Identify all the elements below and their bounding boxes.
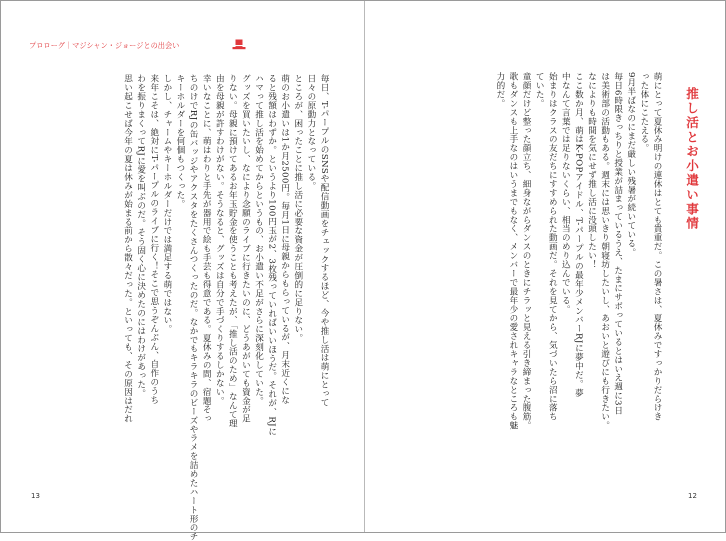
page-number-left: 13 bbox=[31, 492, 40, 500]
text-line: 由を母親が許すわけがない。そうなると、グッズは自分で手づくりするしかない。 bbox=[214, 74, 225, 406]
text-line: キーホルダーを何個もつくった。 bbox=[174, 74, 185, 209]
text-line: 毎日6時限きっちりと授業が詰まっているうえ、たまにサボっているとはいえ週に3日 bbox=[612, 72, 623, 415]
page-gutter bbox=[364, 1, 365, 532]
text-line: しかし、チャームやキーホルダーだけでは満足する萌ではない。 bbox=[161, 74, 172, 334]
text-line: 日々の原動力となっている。 bbox=[305, 74, 316, 191]
text-line: 力的だ。 bbox=[494, 72, 505, 108]
text-line: ていた。 bbox=[534, 72, 545, 108]
text-line: ちのけでRJの缶バッジやアクスタをたくさんつくったのだ。なかでもキラキラのビーズやラメを詰めたハート形のチ bbox=[188, 74, 199, 541]
text-line: 来年こそは、絶対にT-パープルのライブに行く！そこで思うぞんぶん、自作のうち bbox=[148, 74, 159, 405]
text-line: 始まりはクラスの友だちにすすめられた動画だ。それを見てから、気づいたら沼に落ち bbox=[547, 72, 558, 422]
text-line: りない。母親に預けてあるお年玉貯金を使うことも考えたが、「推し活のため」なんて理 bbox=[227, 74, 238, 428]
section-title: 推し活とお小遣い事情 bbox=[684, 87, 699, 231]
text-line: ここ数か月、萌はK-POPアイドル、T-パープルの最年少メンバーRJに夢中だ。夢 bbox=[573, 72, 584, 398]
text-line: 歌もダンスも上手なのはいうまでもなく、メンバーで最年少の愛されキャラなところも魅 bbox=[507, 72, 518, 430]
text-line: ところが、困ったことに推し活に必要な資金が圧倒的に足りない。 bbox=[292, 74, 303, 343]
text-line: 中なんて言葉では足りないくらい、相当のめり込んでいる。 bbox=[560, 72, 571, 314]
text-line: ハマって推し活を始めてからというもの、お小遣い不足がさらに深刻化していた。 bbox=[253, 74, 264, 406]
text-line: 思い起こせば今年の夏は休みが始まる前から散々だった。といっても、その原因はだれ bbox=[122, 74, 133, 424]
text-line: 萌にとって夏休み明けの連休はとても貴重だ。この暑さは、夏休みですっかりだらけき bbox=[652, 72, 662, 422]
text-line: わを振りまくってRJに愛を叫ぶのだ。そう固く心に決めたのにはわけがあった。 bbox=[135, 74, 146, 398]
top-hat-icon bbox=[232, 39, 246, 50]
text-line: 童顔だけど整った顔立ち、細身ながらダンスのときにチラッと見える引き締まった腹筋。 bbox=[521, 72, 532, 430]
text-line: った体にこたえる。 bbox=[638, 72, 649, 153]
text-line: 毎日、T-パープルのSNSや配信動画をチェックするほど、今や推し活は萌にとって bbox=[319, 74, 329, 407]
text-line: グッズを買いたいし、なにより念願のライブに行きたいのに、どうあがいても資金が足 bbox=[240, 74, 251, 424]
right-page-body bbox=[493, 72, 663, 472]
page-number-right: 12 bbox=[688, 492, 697, 500]
text-line: 9月半ばなのにまだ厳しい残暑が続いている。 bbox=[625, 72, 636, 257]
running-header: プロローグ｜マジシャン・ジョージとの出会い bbox=[29, 41, 180, 50]
text-line: は美術部の活動もある。週末には思いきり朝寝坊したいし、あおいと遊びにも行きたい。 bbox=[599, 72, 610, 430]
text-line: 萌のお小遣いは1か月2500円。毎月1日に母親からもらっているが、月末近くにな bbox=[279, 74, 290, 405]
text-line: 幸いなことに、萌はわりと手先が器用で絵も手芸も得意である。夏休みの間、宿題そっ bbox=[201, 74, 212, 424]
left-page-body bbox=[121, 74, 331, 541]
text-line: なによりも時間を気にせず推し活に没頭したい！ bbox=[586, 72, 597, 269]
text-line: ると残額はわずか。というより100円玉が2、3枚残っていればいいほうだ。それが、RJに bbox=[266, 74, 277, 436]
